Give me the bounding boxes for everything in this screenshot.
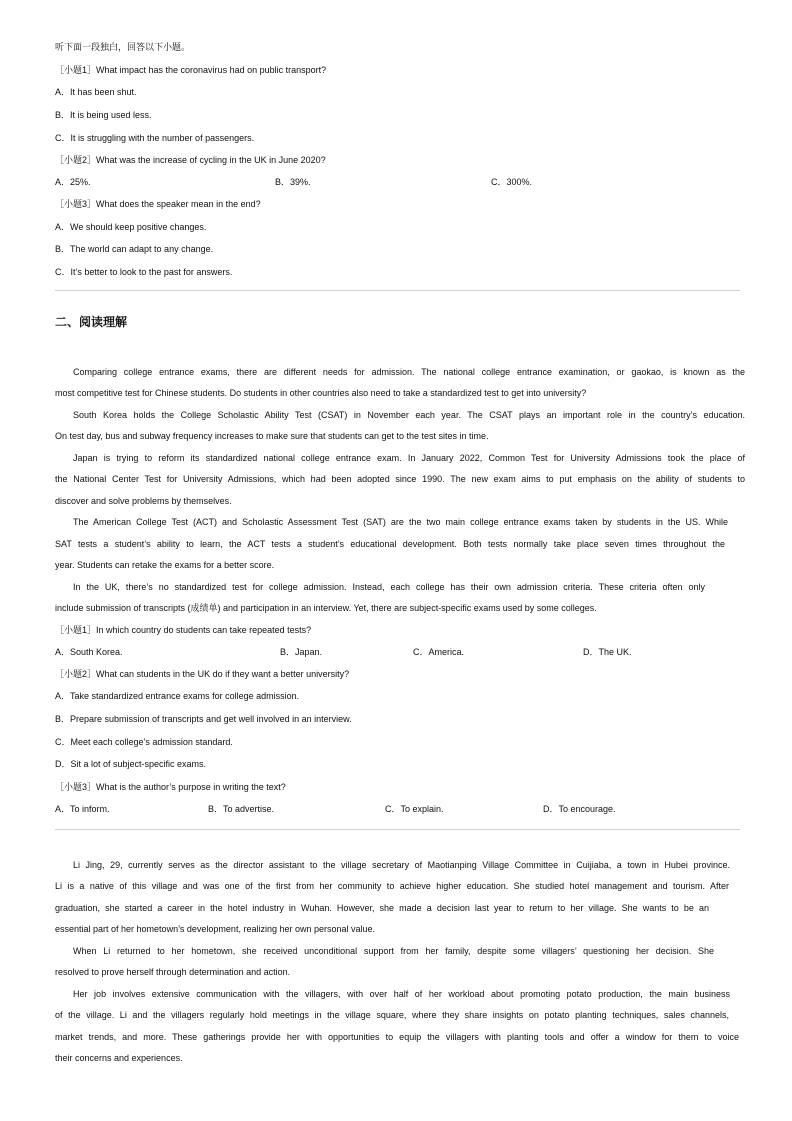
passage2-line: market trends, and more. These gatherings provide her with opportunities to equip the villagers with planting tools and offer a window for them to voice <box>55 1032 739 1042</box>
listening-q3-option-b: B．The world can adapt to any change. <box>55 244 214 254</box>
listening-intro: 听下面一段独白，回答以下小题。 <box>55 42 191 52</box>
passage1-line: On test day, bus and subway frequency increases to make sure that students can get to the test sites in time. <box>55 431 489 441</box>
passage1-line: Japan is trying to reform its standardized national college entrance exam. In January 2022, Common Test for University Admissions took the place of <box>73 453 745 463</box>
reading-q2-option-c: C．Meet each college’s admission standard. <box>55 737 233 747</box>
listening-q3-option-c: C．It’s better to look to the past for answers. <box>55 267 233 277</box>
reading-q3-option-d: D．To encourage. <box>543 804 616 814</box>
passage1-line: most competitive test for Chinese students. Do students in other countries also need to take a standardized test to get into university? <box>55 388 587 398</box>
passage1-line: Comparing college entrance exams, there are different needs for admission. The national college entrance examination, or gaokao, is known as the <box>73 367 745 377</box>
reading-q3-option-b: B．To advertise. <box>208 804 275 814</box>
listening-q1-option-a: A．It has been shut. <box>55 87 137 97</box>
passage2-line: When Li returned to her hometown, she received unconditional support from her family, despite some villagers’ questioning her decision. She <box>73 946 714 956</box>
passage-divider <box>55 829 740 830</box>
reading-q2: ［小题2］What can students in the UK do if they want a better university? <box>55 669 350 679</box>
reading-q1-option-d: D．The UK. <box>583 647 632 657</box>
reading-q2-option-b: B．Prepare submission of transcripts and get well involved in an interview. <box>55 714 352 724</box>
passage1-line: year. Students can retake the exams for a better score. <box>55 560 275 570</box>
passage2-line: their concerns and experiences. <box>55 1053 183 1063</box>
passage1-line: include submission of transcripts (成绩单) and participation in an interview. Yet, there are subject-specific exams used by some colleges. <box>55 603 597 613</box>
passage1-line: discover and solve problems by themselves. <box>55 496 232 506</box>
passage1-line: SAT tests a student’s ability to learn, the ACT tests a student’s educational development. Both tests normally take place seven times throughout the <box>55 539 725 549</box>
passage2-line: of the village. Li and the villagers regularly hold meetings in the village square, where they share insights on potato planting techniques, sales channels, <box>55 1010 729 1020</box>
passage2-line: Her job involves extensive communication with the villagers, with over half of her workload about promoting potato production, the main business <box>73 989 730 999</box>
reading-q3: ［小题3］What is the author’s purpose in writing the text? <box>55 782 286 792</box>
listening-q2-option-a: A．25%. <box>55 177 91 187</box>
passage2-line: graduation, she started a career in the hotel industry in Wuhan. However, she made a decision last year to return to her village. She wants to be an <box>55 903 709 913</box>
listening-q1-option-c: C．It is struggling with the number of passengers. <box>55 133 255 143</box>
passage2-line: resolved to prove herself through determination and action. <box>55 967 291 977</box>
listening-q3: ［小题3］What does the speaker mean in the end? <box>55 199 261 209</box>
reading-q1-option-b: B．Japan. <box>280 647 323 657</box>
passage2-line: essential part of her hometown’s development, realizing her own personal value. <box>55 924 376 934</box>
passage1-line: The American College Test (ACT) and Scholastic Assessment Test (SAT) are the two main college entrance exams taken by students in the US. While <box>73 517 728 527</box>
section-heading: 二、阅读理解 <box>55 315 128 329</box>
passage2-line: Li is a native of this village and was one of the first from her community to achieve higher education. She studied hotel management and tourism. After <box>55 881 729 891</box>
listening-q2-option-b: B．39%. <box>275 177 311 187</box>
passage1-line: the National Center Test for University Admissions, which had been adopted since 1990. The new exam aims to put emphasis on the ability of students to <box>55 474 745 484</box>
section-divider <box>55 290 740 291</box>
reading-q2-option-d: D．Sit a lot of subject-specific exams. <box>55 759 207 769</box>
passage1-line: In the UK, there’s no standardized test for college admission. Instead, each college has their own admission criteria. These criteria often only <box>73 582 705 592</box>
listening-q1: ［小题1］What impact has the coronavirus had on public transport? <box>55 65 327 75</box>
listening-q2-option-c: C．300%. <box>491 177 533 187</box>
passage1-line: South Korea holds the College Scholastic Ability Test (CSAT) in November each year. The CSAT plays an important role in the country’s education. <box>73 410 745 420</box>
reading-q1: ［小题1］In which country do students can take repeated tests? <box>55 625 312 635</box>
reading-q3-option-a: A．To inform. <box>55 804 110 814</box>
reading-q3-option-c: C．To explain. <box>385 804 444 814</box>
passage2-line: Li Jing, 29, currently serves as the director assistant to the village secretary of Maotianping Village Committee in Cuijiaba, a town in Hubei province. <box>73 860 730 870</box>
listening-q3-option-a: A．We should keep positive changes. <box>55 222 207 232</box>
listening-q1-option-b: B．It is being used less. <box>55 110 152 120</box>
reading-q2-option-a: A．Take standardized entrance exams for college admission. <box>55 691 300 701</box>
listening-q2: ［小题2］What was the increase of cycling in the UK in June 2020? <box>55 155 326 165</box>
reading-q1-option-c: C．America. <box>413 647 465 657</box>
reading-q1-option-a: A．South Korea. <box>55 647 123 657</box>
